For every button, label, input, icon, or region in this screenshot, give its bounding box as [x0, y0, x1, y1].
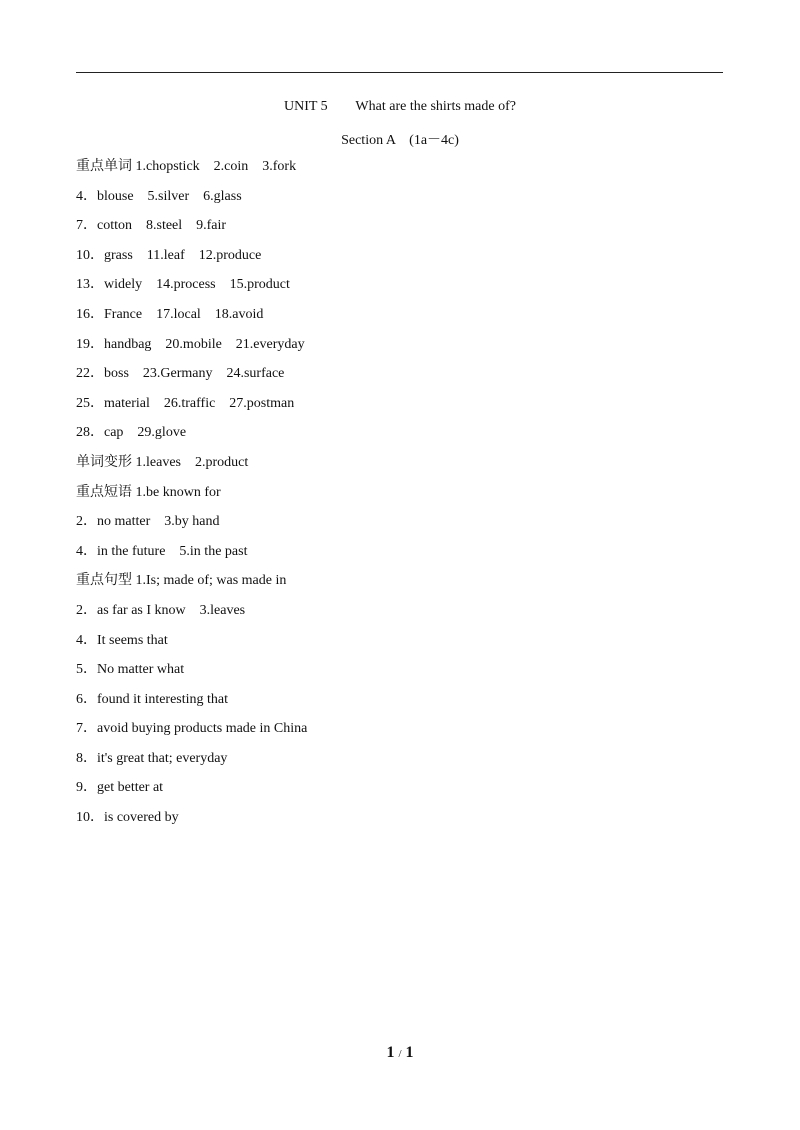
answer-line: 单词变形 1.leaves 2.product — [76, 454, 249, 470]
answer-line: 28．cap 29.glove — [76, 425, 187, 441]
answer-line: 9．get better at — [76, 780, 164, 796]
answer-line: 2．no matter 3.by hand — [76, 514, 220, 530]
answer-list — [76, 157, 726, 838]
answer-line: 10．is covered by — [76, 810, 179, 826]
answer-line: 19．handbag 20.mobile 21.everyday — [76, 336, 305, 352]
answer-line: 重点句型 1.Is; made of; was made in — [76, 573, 287, 589]
page-separator: / — [398, 1048, 402, 1060]
answer-line: 10．grass 11.leaf 12.produce — [76, 247, 262, 263]
answer-line: 22．boss 23.Germany 24.surface — [76, 366, 285, 382]
section-title: Section A (1a－4c) — [341, 133, 459, 148]
page-number — [0, 1044, 800, 1062]
answer-line: 6．found it interesting that — [76, 691, 229, 707]
header-rule — [76, 72, 723, 73]
answer-line: 4．in the future 5.in the past — [76, 543, 248, 559]
answer-line: 25．material 26.traffic 27.postman — [76, 395, 295, 411]
answer-line: 重点单词 1.chopstick 2.coin 3.fork — [76, 159, 297, 174]
answer-line: 4．It seems that — [76, 632, 168, 648]
answer-line: 7．avoid buying products made in China — [76, 721, 308, 737]
answer-line: 13．widely 14.process 15.product — [76, 277, 290, 293]
answer-line: 2．as far as I know 3.leaves — [76, 602, 246, 618]
total-pages: 1 — [405, 1044, 414, 1061]
answer-line: 重点短语 1.be known for — [76, 484, 221, 500]
answer-line: 8．it's great that; everyday — [76, 750, 228, 766]
answer-line: 16．France 17.local 18.avoid — [76, 306, 264, 322]
current-page: 1 — [386, 1044, 395, 1061]
answer-line: 5．No matter what — [76, 662, 185, 678]
answer-line: 4．blouse 5.silver 6.glass — [76, 188, 242, 204]
unit-title: UNIT 5 What are the shirts made of? — [284, 99, 516, 114]
answer-line: 7．cotton 8.steel 9.fair — [76, 218, 227, 234]
